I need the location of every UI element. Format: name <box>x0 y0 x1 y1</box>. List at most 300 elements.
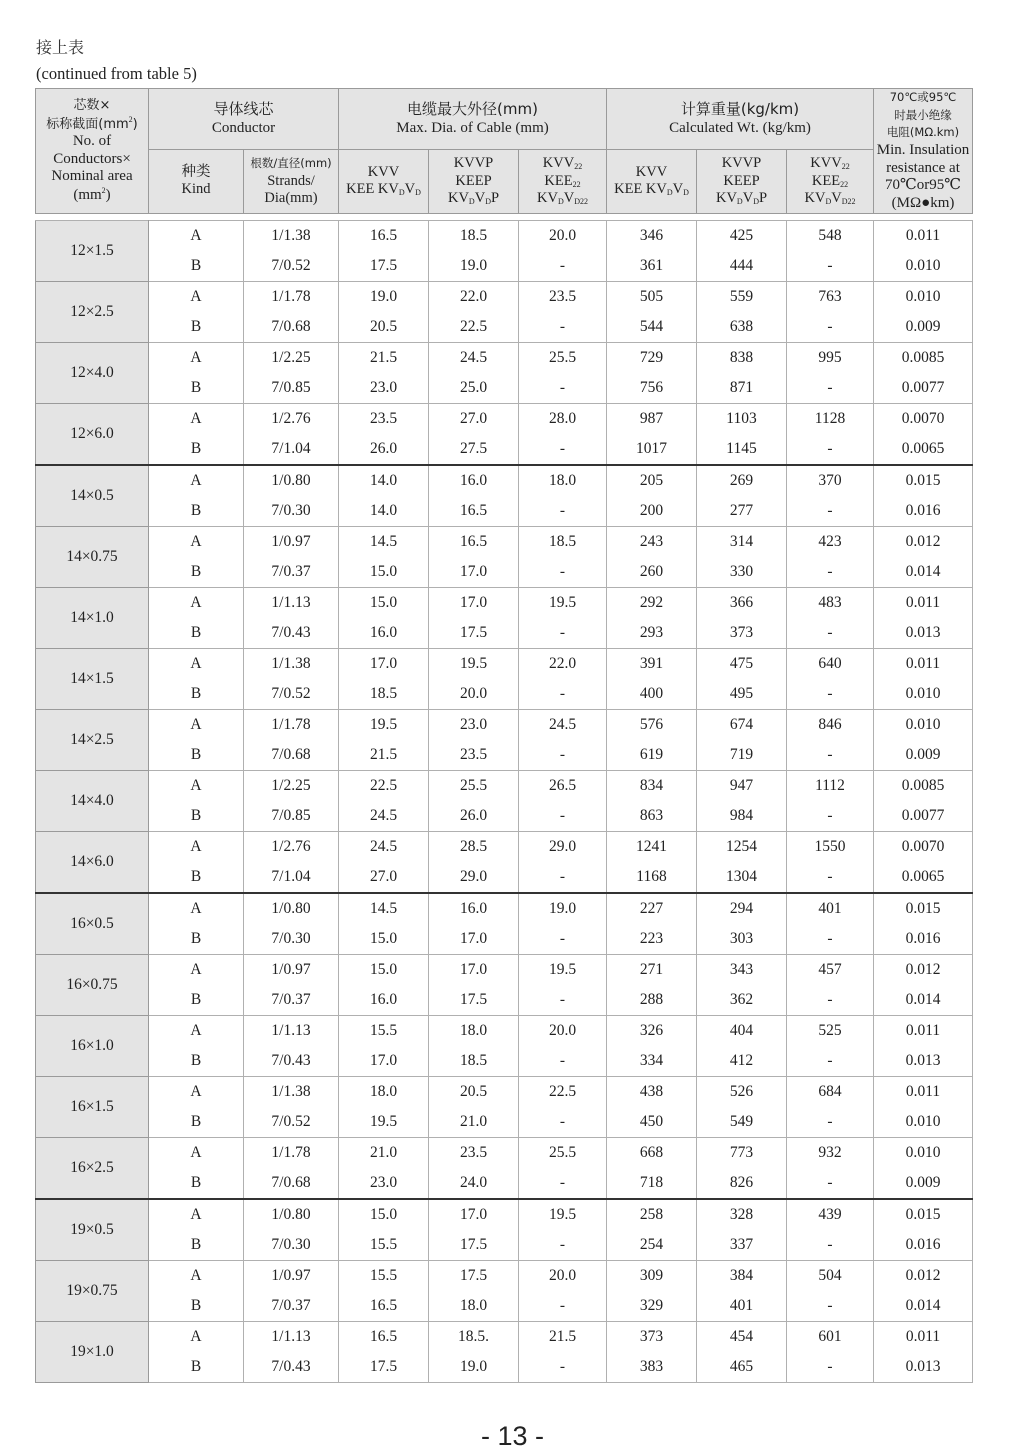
dia-kvvp-cell: 21.0 <box>429 1107 519 1138</box>
wt-kvv-cell: 200 <box>607 496 697 527</box>
strands-cell: 7/0.52 <box>244 1107 339 1138</box>
wt-kvv22-cell: 525 <box>787 1015 874 1046</box>
table-row <box>36 1199 973 1230</box>
header-wt-kvv22: $KVV_{22}$ $KEE_{22}$ $KV_DV_{D22}$ <box>787 149 874 213</box>
insulation-cell: 0.014 <box>874 1291 973 1322</box>
wt-kvv-cell: 334 <box>607 1046 697 1077</box>
header-dia-kvv22: $KVV_{22}$ $KEE_{22}$ $KV_DV_{D22}$ <box>519 149 607 213</box>
wt-kvv22-cell: - <box>787 373 874 404</box>
wt-kvvp-cell: 401 <box>697 1291 787 1322</box>
insulation-cell: 0.012 <box>874 526 973 557</box>
table-row <box>36 709 973 740</box>
wt-kvv22-cell: 483 <box>787 587 874 618</box>
kind-cell: B <box>149 1352 244 1383</box>
kind-cell: A <box>149 403 244 434</box>
strands-cell: 7/0.37 <box>244 985 339 1016</box>
wt-kvv22-cell: - <box>787 251 874 282</box>
dia-kvv-cell: 18.0 <box>339 1076 429 1107</box>
kind-cell: B <box>149 434 244 465</box>
dia-kvvp-cell: 25.5 <box>429 770 519 801</box>
dia-kvv22-cell: 19.5 <box>519 1199 607 1230</box>
dia-kvv-cell: 23.0 <box>339 1168 429 1199</box>
header-kind: 种类 Kind <box>149 149 244 213</box>
wt-kvv-cell: 756 <box>607 373 697 404</box>
wt-kvvp-cell: 269 <box>697 465 787 496</box>
nominal-area-cell: 14×0.5 <box>36 465 149 527</box>
dia-kvv-cell: 15.5 <box>339 1015 429 1046</box>
wt-kvv22-cell: - <box>787 618 874 649</box>
wt-kvv-cell: 329 <box>607 1291 697 1322</box>
strands-cell: 1/1.38 <box>244 1076 339 1107</box>
wt-kvv-cell: 576 <box>607 709 697 740</box>
insulation-cell: 0.010 <box>874 251 973 282</box>
wt-kvv22-cell: 1112 <box>787 770 874 801</box>
strands-cell: 1/1.78 <box>244 281 339 312</box>
strands-cell: 1/0.97 <box>244 1260 339 1291</box>
strands-cell: 1/2.76 <box>244 831 339 862</box>
wt-kvv22-cell: - <box>787 1107 874 1138</box>
kind-cell: B <box>149 1046 244 1077</box>
kind-cell: B <box>149 985 244 1016</box>
table-row <box>36 1046 973 1077</box>
strands-cell: 1/2.25 <box>244 770 339 801</box>
wt-kvv22-cell: 1550 <box>787 831 874 862</box>
strands-cell: 7/0.43 <box>244 618 339 649</box>
dia-kvv22-cell: - <box>519 740 607 771</box>
kind-cell: B <box>149 1291 244 1322</box>
wt-kvv22-cell: - <box>787 1352 874 1383</box>
dia-kvvp-cell: 20.5 <box>429 1076 519 1107</box>
dia-kvv-cell: 15.5 <box>339 1260 429 1291</box>
table-row <box>36 1015 973 1046</box>
wt-kvv-cell: 373 <box>607 1321 697 1352</box>
strands-cell: 7/0.30 <box>244 924 339 955</box>
nominal-area-cell: 14×4.0 <box>36 770 149 831</box>
dia-kvv-cell: 15.0 <box>339 924 429 955</box>
insulation-cell: 0.013 <box>874 618 973 649</box>
dia-kvvp-cell: 18.5. <box>429 1321 519 1352</box>
dia-kvv22-cell: - <box>519 985 607 1016</box>
kind-cell: B <box>149 618 244 649</box>
wt-kvvp-cell: 330 <box>697 557 787 588</box>
dia-kvvp-cell: 17.5 <box>429 1260 519 1291</box>
wt-kvvp-cell: 826 <box>697 1168 787 1199</box>
dia-kvvp-cell: 19.5 <box>429 648 519 679</box>
kind-cell: A <box>149 1137 244 1168</box>
insulation-cell: 0.011 <box>874 648 973 679</box>
insulation-cell: 0.0070 <box>874 403 973 434</box>
dia-kvv-cell: 14.5 <box>339 893 429 924</box>
wt-kvv22-cell: 504 <box>787 1260 874 1291</box>
wt-kvv-cell: 326 <box>607 1015 697 1046</box>
wt-kvvp-cell: 773 <box>697 1137 787 1168</box>
wt-kvvp-cell: 343 <box>697 954 787 985</box>
dia-kvv22-cell: - <box>519 251 607 282</box>
dia-kvvp-cell: 17.0 <box>429 954 519 985</box>
wt-kvvp-cell: 294 <box>697 893 787 924</box>
insulation-cell: 0.0077 <box>874 801 973 832</box>
kind-cell: A <box>149 893 244 924</box>
wt-kvvp-cell: 404 <box>697 1015 787 1046</box>
header-max-dia: 电缆最大外径(mm) Max. Dia. of Cable (mm) <box>339 89 607 150</box>
dia-kvv-cell: 21.5 <box>339 342 429 373</box>
table-row <box>36 403 973 434</box>
dia-kvv-cell: 15.0 <box>339 1199 429 1230</box>
dia-kvvp-cell: 18.5 <box>429 220 519 251</box>
kind-cell: B <box>149 1107 244 1138</box>
wt-kvvp-cell: 465 <box>697 1352 787 1383</box>
strands-cell: 1/2.76 <box>244 403 339 434</box>
dia-kvvp-cell: 27.0 <box>429 403 519 434</box>
kind-cell: A <box>149 342 244 373</box>
insulation-cell: 0.015 <box>874 893 973 924</box>
dia-kvv-cell: 26.0 <box>339 434 429 465</box>
kind-cell: A <box>149 465 244 496</box>
dia-kvvp-cell: 17.0 <box>429 557 519 588</box>
wt-kvvp-cell: 559 <box>697 281 787 312</box>
table-row <box>36 801 973 832</box>
header-insulation-resistance: 70℃或95℃ 时最小绝缘 电阻(MΩ.km) Min. Insulation resistance at 70℃or95℃ (MΩ●km) <box>874 89 973 214</box>
nominal-area-cell: 14×6.0 <box>36 831 149 893</box>
wt-kvv-cell: 400 <box>607 679 697 710</box>
strands-cell: 7/0.37 <box>244 557 339 588</box>
dia-kvvp-cell: 16.0 <box>429 465 519 496</box>
insulation-cell: 0.011 <box>874 1015 973 1046</box>
wt-kvv22-cell: 846 <box>787 709 874 740</box>
dia-kvv22-cell: 22.0 <box>519 648 607 679</box>
dia-kvv-cell: 17.5 <box>339 251 429 282</box>
kind-cell: B <box>149 496 244 527</box>
wt-kvvp-cell: 1254 <box>697 831 787 862</box>
wt-kvv22-cell: 370 <box>787 465 874 496</box>
strands-cell: 7/0.52 <box>244 251 339 282</box>
dia-kvv22-cell: - <box>519 1046 607 1077</box>
dia-kvv22-cell: 22.5 <box>519 1076 607 1107</box>
dia-kvvp-cell: 16.0 <box>429 893 519 924</box>
wt-kvv-cell: 450 <box>607 1107 697 1138</box>
dia-kvv22-cell: 18.0 <box>519 465 607 496</box>
wt-kvvp-cell: 1103 <box>697 403 787 434</box>
insulation-cell: 0.0085 <box>874 770 973 801</box>
table-row <box>36 587 973 618</box>
nominal-area-cell: 12×4.0 <box>36 342 149 403</box>
nominal-area-cell: 12×1.5 <box>36 220 149 281</box>
dia-kvv22-cell: - <box>519 312 607 343</box>
dia-kvv-cell: 19.0 <box>339 281 429 312</box>
dia-kvv-cell: 19.5 <box>339 709 429 740</box>
dia-kvvp-cell: 24.5 <box>429 342 519 373</box>
wt-kvv22-cell: - <box>787 679 874 710</box>
insulation-cell: 0.011 <box>874 220 973 251</box>
wt-kvv22-cell: - <box>787 1046 874 1077</box>
header-nominal-area: 芯数× 标称截面$(mm^2)$ No. of Conductors× Nominal area $(mm^2)$ <box>36 89 149 214</box>
table-header <box>36 89 973 214</box>
dia-kvv22-cell: 19.0 <box>519 893 607 924</box>
strands-cell: 7/0.68 <box>244 740 339 771</box>
table-row <box>36 954 973 985</box>
nominal-area-cell: 19×1.0 <box>36 1321 149 1382</box>
dia-kvv22-cell: 19.5 <box>519 954 607 985</box>
dia-kvv22-cell: 25.5 <box>519 1137 607 1168</box>
dia-kvvp-cell: 18.0 <box>429 1015 519 1046</box>
wt-kvvp-cell: 412 <box>697 1046 787 1077</box>
dia-kvv22-cell: - <box>519 1352 607 1383</box>
kind-cell: A <box>149 1076 244 1107</box>
insulation-cell: 0.009 <box>874 1168 973 1199</box>
dia-kvvp-cell: 22.5 <box>429 312 519 343</box>
dia-kvvp-cell: 25.0 <box>429 373 519 404</box>
wt-kvv-cell: 438 <box>607 1076 697 1107</box>
table-row <box>36 1291 973 1322</box>
dia-kvv22-cell: - <box>519 1107 607 1138</box>
wt-kvvp-cell: 871 <box>697 373 787 404</box>
wt-kvvp-cell: 362 <box>697 985 787 1016</box>
table-row <box>36 434 973 465</box>
insulation-cell: 0.011 <box>874 1076 973 1107</box>
wt-kvv22-cell: - <box>787 434 874 465</box>
dia-kvv22-cell: 19.5 <box>519 587 607 618</box>
table-row <box>36 1260 973 1291</box>
dia-kvv-cell: 16.5 <box>339 220 429 251</box>
dia-kvv-cell: 17.5 <box>339 1352 429 1383</box>
insulation-cell: 0.010 <box>874 1107 973 1138</box>
dia-kvv-cell: 23.0 <box>339 373 429 404</box>
table-row <box>36 342 973 373</box>
strands-cell: 7/1.04 <box>244 434 339 465</box>
wt-kvv-cell: 260 <box>607 557 697 588</box>
dia-kvv22-cell: 20.0 <box>519 1260 607 1291</box>
strands-cell: 7/0.85 <box>244 801 339 832</box>
wt-kvv-cell: 729 <box>607 342 697 373</box>
kind-cell: A <box>149 1199 244 1230</box>
continued-title-en: (continued from table 5) <box>36 64 197 83</box>
dia-kvv22-cell: 20.0 <box>519 220 607 251</box>
dia-kvv22-cell: 23.5 <box>519 281 607 312</box>
wt-kvv22-cell: 548 <box>787 220 874 251</box>
wt-kvvp-cell: 1304 <box>697 862 787 893</box>
kind-cell: A <box>149 831 244 862</box>
table-row <box>36 526 973 557</box>
table-row <box>36 618 973 649</box>
dia-kvvp-cell: 23.5 <box>429 740 519 771</box>
dia-kvv22-cell: 20.0 <box>519 1015 607 1046</box>
table-row <box>36 648 973 679</box>
table-row <box>36 1107 973 1138</box>
table-row <box>36 770 973 801</box>
wt-kvvp-cell: 444 <box>697 251 787 282</box>
dia-kvvp-cell: 19.0 <box>429 1352 519 1383</box>
dia-kvv-cell: 23.5 <box>339 403 429 434</box>
insulation-cell: 0.014 <box>874 557 973 588</box>
nominal-area-cell: 14×1.5 <box>36 648 149 709</box>
insulation-cell: 0.015 <box>874 465 973 496</box>
kind-cell: B <box>149 1230 244 1261</box>
strands-cell: 1/0.80 <box>244 893 339 924</box>
table-row <box>36 281 973 312</box>
kind-cell: A <box>149 770 244 801</box>
dia-kvv22-cell: - <box>519 1230 607 1261</box>
wt-kvv-cell: 271 <box>607 954 697 985</box>
strands-cell: 7/0.85 <box>244 373 339 404</box>
strands-cell: 1/1.13 <box>244 1321 339 1352</box>
strands-cell: 1/2.25 <box>244 342 339 373</box>
dia-kvv-cell: 15.0 <box>339 954 429 985</box>
wt-kvv-cell: 619 <box>607 740 697 771</box>
dia-kvv-cell: 15.5 <box>339 1230 429 1261</box>
strands-cell: 7/0.68 <box>244 312 339 343</box>
strands-cell: 7/0.43 <box>244 1046 339 1077</box>
wt-kvv-cell: 361 <box>607 251 697 282</box>
nominal-area-cell: 14×1.0 <box>36 587 149 648</box>
wt-kvv-cell: 668 <box>607 1137 697 1168</box>
kind-cell: A <box>149 220 244 251</box>
table-row <box>36 862 973 893</box>
wt-kvvp-cell: 638 <box>697 312 787 343</box>
table-row <box>36 1168 973 1199</box>
wt-kvvp-cell: 674 <box>697 709 787 740</box>
wt-kvv22-cell: 932 <box>787 1137 874 1168</box>
wt-kvv22-cell: - <box>787 1168 874 1199</box>
dia-kvvp-cell: 28.5 <box>429 831 519 862</box>
kind-cell: B <box>149 740 244 771</box>
kind-cell: A <box>149 1260 244 1291</box>
wt-kvv-cell: 391 <box>607 648 697 679</box>
wt-kvv-cell: 254 <box>607 1230 697 1261</box>
wt-kvv22-cell: - <box>787 924 874 955</box>
wt-kvv22-cell: 763 <box>787 281 874 312</box>
dia-kvvp-cell: 20.0 <box>429 679 519 710</box>
dia-kvv-cell: 24.5 <box>339 801 429 832</box>
wt-kvv22-cell: 640 <box>787 648 874 679</box>
dia-kvv22-cell: 28.0 <box>519 403 607 434</box>
dia-kvv22-cell: 25.5 <box>519 342 607 373</box>
wt-kvvp-cell: 337 <box>697 1230 787 1261</box>
header-dia-kvv: KVV KEE $KV_DV_D$ <box>339 149 429 213</box>
table-row <box>36 220 973 251</box>
header-calculated-weight: 计算重量(kg/km) Calculated Wt. (kg/km) <box>607 89 874 150</box>
table-row <box>36 924 973 955</box>
table-row <box>36 893 973 924</box>
wt-kvvp-cell: 366 <box>697 587 787 618</box>
dia-kvvp-cell: 17.0 <box>429 587 519 618</box>
wt-kvv22-cell: - <box>787 312 874 343</box>
dia-kvv-cell: 19.5 <box>339 1107 429 1138</box>
nominal-area-cell: 19×0.75 <box>36 1260 149 1321</box>
header-gap <box>36 213 973 220</box>
table-row <box>36 1230 973 1261</box>
strands-cell: 1/1.13 <box>244 587 339 618</box>
dia-kvv-cell: 17.0 <box>339 1046 429 1077</box>
nominal-area-cell: 16×2.5 <box>36 1137 149 1199</box>
table-row <box>36 251 973 282</box>
strands-cell: 1/1.38 <box>244 220 339 251</box>
table-row <box>36 1352 973 1383</box>
wt-kvv-cell: 292 <box>607 587 697 618</box>
wt-kvv-cell: 223 <box>607 924 697 955</box>
wt-kvv22-cell: - <box>787 985 874 1016</box>
wt-kvvp-cell: 495 <box>697 679 787 710</box>
dia-kvv-cell: 14.0 <box>339 465 429 496</box>
wt-kvv-cell: 383 <box>607 1352 697 1383</box>
strands-cell: 7/0.52 <box>244 679 339 710</box>
wt-kvvp-cell: 314 <box>697 526 787 557</box>
dia-kvv-cell: 27.0 <box>339 862 429 893</box>
wt-kvv22-cell: - <box>787 557 874 588</box>
dia-kvv-cell: 21.5 <box>339 740 429 771</box>
dia-kvvp-cell: 24.0 <box>429 1168 519 1199</box>
dia-kvv-cell: 16.5 <box>339 1291 429 1322</box>
strands-cell: 1/1.13 <box>244 1015 339 1046</box>
strands-cell: 1/0.80 <box>244 465 339 496</box>
insulation-cell: 0.013 <box>874 1046 973 1077</box>
table-row <box>36 312 973 343</box>
dia-kvv-cell: 18.5 <box>339 679 429 710</box>
wt-kvv-cell: 718 <box>607 1168 697 1199</box>
dia-kvv-cell: 14.5 <box>339 526 429 557</box>
wt-kvv-cell: 346 <box>607 220 697 251</box>
dia-kvvp-cell: 27.5 <box>429 434 519 465</box>
insulation-cell: 0.013 <box>874 1352 973 1383</box>
kind-cell: A <box>149 1015 244 1046</box>
kind-cell: A <box>149 954 244 985</box>
insulation-cell: 0.016 <box>874 496 973 527</box>
wt-kvv22-cell: - <box>787 1291 874 1322</box>
strands-cell: 7/1.04 <box>244 862 339 893</box>
dia-kvv-cell: 16.0 <box>339 985 429 1016</box>
dia-kvv22-cell: 18.5 <box>519 526 607 557</box>
wt-kvvp-cell: 984 <box>697 801 787 832</box>
wt-kvv22-cell: 684 <box>787 1076 874 1107</box>
dia-kvvp-cell: 18.0 <box>429 1291 519 1322</box>
wt-kvvp-cell: 549 <box>697 1107 787 1138</box>
insulation-cell: 0.012 <box>874 1260 973 1291</box>
kind-cell: B <box>149 679 244 710</box>
dia-kvvp-cell: 17.0 <box>429 924 519 955</box>
strands-cell: 1/0.80 <box>244 1199 339 1230</box>
nominal-area-cell: 14×2.5 <box>36 709 149 770</box>
continued-title-cn: 接上表 <box>36 38 85 57</box>
dia-kvv22-cell: 26.5 <box>519 770 607 801</box>
table-row <box>36 496 973 527</box>
kind-cell: A <box>149 587 244 618</box>
dia-kvv-cell: 17.0 <box>339 648 429 679</box>
dia-kvv22-cell: - <box>519 679 607 710</box>
kind-cell: A <box>149 648 244 679</box>
wt-kvvp-cell: 526 <box>697 1076 787 1107</box>
nominal-area-cell: 16×1.0 <box>36 1015 149 1076</box>
dia-kvvp-cell: 23.0 <box>429 709 519 740</box>
dia-kvv22-cell: 29.0 <box>519 831 607 862</box>
dia-kvv-cell: 21.0 <box>339 1137 429 1168</box>
wt-kvv22-cell: 423 <box>787 526 874 557</box>
kind-cell: A <box>149 281 244 312</box>
nominal-area-cell: 12×2.5 <box>36 281 149 342</box>
wt-kvv-cell: 1241 <box>607 831 697 862</box>
table-row <box>36 1076 973 1107</box>
dia-kvvp-cell: 26.0 <box>429 801 519 832</box>
table-row <box>36 1137 973 1168</box>
dia-kvv-cell: 16.5 <box>339 1321 429 1352</box>
dia-kvv22-cell: - <box>519 1291 607 1322</box>
header-wt-kvvp: KVVP KEEP $KV_DV_DP$ <box>697 149 787 213</box>
wt-kvv22-cell: 457 <box>787 954 874 985</box>
wt-kvvp-cell: 719 <box>697 740 787 771</box>
wt-kvv-cell: 227 <box>607 893 697 924</box>
wt-kvvp-cell: 328 <box>697 1199 787 1230</box>
dia-kvv22-cell: - <box>519 434 607 465</box>
strands-cell: 7/0.30 <box>244 496 339 527</box>
wt-kvv22-cell: 601 <box>787 1321 874 1352</box>
